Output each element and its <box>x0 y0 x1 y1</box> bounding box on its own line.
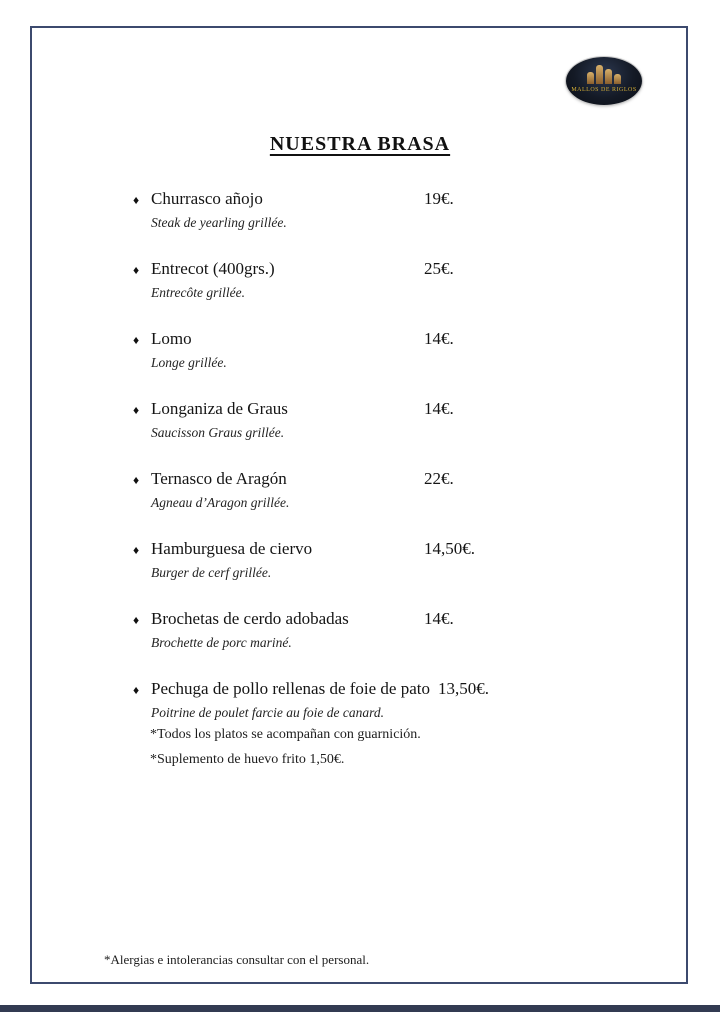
menu-item-head <box>133 328 613 351</box>
menu-item-head <box>133 188 613 211</box>
menu-item-head <box>133 608 613 631</box>
note-line: *Todos los platos se acompañan con guarnición. <box>150 727 421 742</box>
dish-name: Brochetas de cerdo adobadas <box>151 609 349 628</box>
tower-shape <box>587 72 594 84</box>
diamond-bullet-icon: ♦ <box>133 683 140 697</box>
dish-price: 14,50€. <box>424 539 475 558</box>
tower-shape <box>596 65 603 84</box>
menu-item <box>133 678 613 721</box>
menu-item <box>133 398 613 441</box>
dish-price: 19€. <box>424 189 454 208</box>
dish-price: 14€. <box>424 329 454 348</box>
dish-name: Pechuga de pollo rellenas de foie de pato <box>151 679 430 698</box>
dish-price: 14€. <box>424 399 454 418</box>
diamond-bullet-icon: ♦ <box>133 193 140 207</box>
diamond-bullet-icon: ♦ <box>133 333 140 347</box>
dish-translation: Agneau d’Aragon grillée. <box>151 495 290 510</box>
menu-notes <box>150 722 421 772</box>
diamond-bullet-icon: ♦ <box>133 263 140 277</box>
restaurant-logo <box>566 57 642 105</box>
dish-translation: Brochette de porc mariné. <box>151 635 292 650</box>
page-title: NUESTRA BRASA <box>269 133 451 155</box>
note-line: *Suplemento de huevo frito 1,50€. <box>150 752 345 767</box>
dish-name: Ternasco de Aragón <box>151 469 287 488</box>
allergy-footer-note: *Alergias e intolerancias consultar con el personal. <box>104 952 370 967</box>
dish-name: Hamburguesa de ciervo <box>151 539 313 558</box>
menu-item-head <box>133 468 613 491</box>
diamond-bullet-icon: ♦ <box>133 613 140 627</box>
menu-item-head <box>133 678 613 701</box>
diamond-bullet-icon: ♦ <box>133 473 140 487</box>
menu-item <box>133 328 613 371</box>
dish-name: Lomo <box>151 329 192 348</box>
dish-price: 25€. <box>424 259 454 278</box>
dish-translation: Poitrine de poulet farcie au foie de canard. <box>151 705 384 720</box>
dish-translation: Burger de cerf grillée. <box>151 565 272 580</box>
menu-item-head <box>133 398 613 421</box>
menu-item-head <box>133 538 613 561</box>
dish-name: Longaniza de Graus <box>151 399 288 418</box>
dish-translation: Entrecôte grillée. <box>151 285 245 300</box>
menu-item-head <box>133 258 613 281</box>
menu-item <box>133 188 613 231</box>
dish-translation: Longe grillée. <box>151 355 227 370</box>
tower-shape <box>614 74 621 84</box>
diamond-bullet-icon: ♦ <box>133 543 140 557</box>
tower-shape <box>605 69 612 84</box>
dish-price: 22€. <box>424 469 454 488</box>
dish-translation: Steak de yearling grillée. <box>151 215 287 230</box>
title-wrap <box>0 133 720 156</box>
menu-item <box>133 468 613 511</box>
dish-name: Churrasco añojo <box>151 189 263 208</box>
menu-item <box>133 608 613 651</box>
logo-towers-icon <box>566 64 642 84</box>
logo-text: MALLOS DE RIGLOS <box>571 87 637 93</box>
menu-list <box>133 188 613 748</box>
dish-price: 14€. <box>424 609 454 628</box>
menu-item <box>133 258 613 301</box>
page-bottom-edge-line <box>0 1005 720 1012</box>
diamond-bullet-icon: ♦ <box>133 403 140 417</box>
dish-translation: Saucisson Graus grillée. <box>151 425 285 440</box>
menu-item <box>133 538 613 581</box>
dish-price: 13,50€. <box>437 679 489 698</box>
dish-name: Entrecot (400grs.) <box>151 259 275 278</box>
